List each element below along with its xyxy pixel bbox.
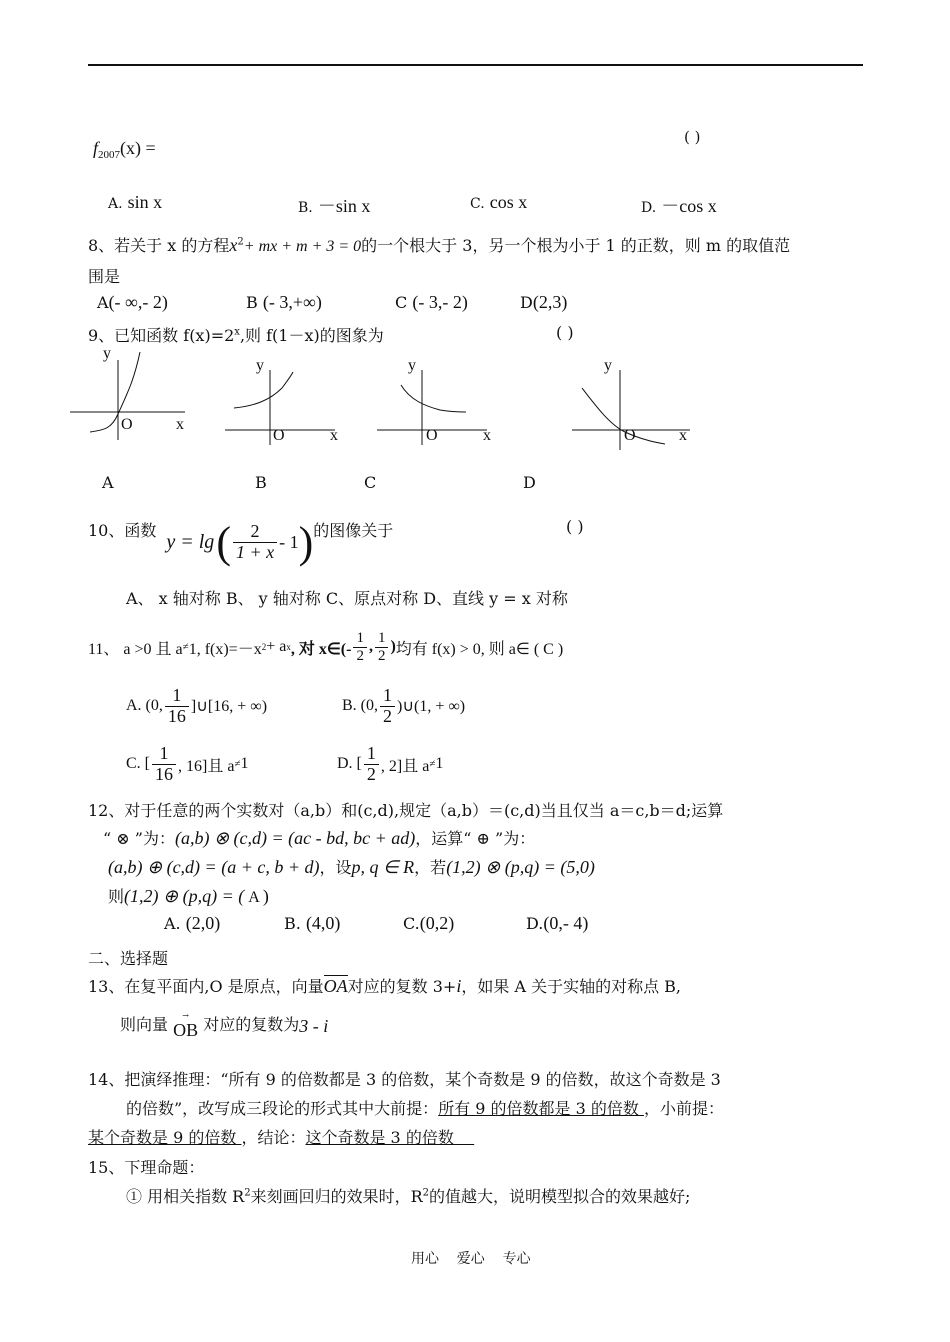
- q12-l4-math: (1,2) ⊕ (p,q) = (: [124, 886, 245, 906]
- q11-optB-b: )∪(1, + ∞): [397, 698, 466, 715]
- q12-opt-key: D.: [526, 914, 544, 933]
- q13-line2: [120, 1012, 328, 1041]
- q10-prefix: 10、函数: [88, 520, 157, 540]
- q11-optD-ne: ≠: [429, 758, 436, 770]
- q11-optB-den: 2: [383, 705, 392, 726]
- q14-l3-b: ，结论：: [241, 1128, 306, 1147]
- q11-optD-b: , 2]且 a: [380, 757, 430, 775]
- q12-answer: A: [244, 889, 263, 906]
- q10-minus: - 1: [279, 531, 299, 552]
- q13-c: ，如果 A 关于实轴的对称点 B,: [461, 977, 682, 996]
- q11-optC-a: C. [: [126, 755, 150, 772]
- q8-opt-text: (- 3,+∞): [262, 292, 322, 312]
- q11-optC-c: 1: [240, 755, 249, 772]
- q11-optB-a: B. (0,: [342, 697, 378, 714]
- q9-axis-labels: [103, 345, 687, 444]
- q8-option-a: [97, 292, 168, 313]
- q13-vec-ob: OB: [173, 1020, 199, 1040]
- q13-a: 13、在复平面内,O 是原点，向量: [88, 977, 324, 996]
- q12-l3-c: ，若: [414, 858, 447, 877]
- q11-optD-a: D. [: [337, 755, 362, 772]
- q7-arg: (x) =: [120, 138, 156, 158]
- q11-optC-ne: ≠: [234, 758, 241, 770]
- q11-e: 均有 f(x) > 0, 则 a∈ ( C ): [395, 640, 564, 658]
- q10-den: 1 + x: [235, 541, 275, 562]
- q13-l2-a: 则向量: [120, 1015, 169, 1034]
- q8-opt-key: D: [520, 293, 533, 312]
- q15-i1-a: ① 用相关指数 R: [126, 1187, 245, 1206]
- q10-fraction: [233, 522, 277, 563]
- q11-c: + a: [266, 638, 287, 655]
- q11-optC-den: 16: [155, 763, 173, 784]
- q15-i1-sup2: 2: [422, 1187, 430, 1199]
- q9-b-y: y: [256, 357, 264, 374]
- q10-num: 2: [233, 522, 277, 543]
- q7-opt-key: D.: [641, 200, 657, 216]
- q7-f: f: [93, 138, 99, 158]
- q9-label-a: A: [102, 473, 114, 492]
- q8-opt-text: (2,3): [532, 292, 568, 312]
- q14-line1: 14、把演绎推理：“所有 9 的倍数都是 3 的倍数，某个奇数是 9 的倍数，故这个奇数是 3: [88, 1070, 721, 1089]
- q12-option-b: [284, 913, 340, 934]
- q8-option-b: [246, 292, 322, 313]
- q11-optD-num: 1: [364, 744, 379, 765]
- q12-opt-key: B.: [284, 914, 301, 933]
- q11-option-c: [126, 740, 248, 788]
- q7-option-c: [470, 192, 527, 213]
- q11-num1: 1: [353, 630, 367, 648]
- q12-option-c: [403, 913, 454, 934]
- q12-option-d: [526, 913, 588, 934]
- q10-options: A、 x 轴对称 B、 y 轴对称 C、原点对称 D、直线 y = x 对称: [126, 589, 568, 608]
- q10-rparen: ): [298, 517, 314, 567]
- q11-den1: 2: [356, 647, 364, 664]
- q11-frac2: [375, 630, 389, 664]
- q11-b: 1, f(x)=－x: [188, 640, 262, 658]
- q7-opt-text: －sin x: [317, 196, 371, 216]
- q11-option-d: [337, 740, 443, 788]
- q11-optC-frac: [152, 744, 176, 785]
- q8-option-c: [395, 292, 468, 313]
- q7-opt-text: －cos x: [661, 196, 717, 216]
- q9-sup: x: [234, 326, 240, 338]
- q9-graphs: [0, 340, 950, 460]
- q9-b-o: O: [273, 427, 285, 444]
- q11-option-a: [126, 682, 267, 730]
- q11-sq: 2: [261, 642, 267, 652]
- q8-opt-text: (- ∞,- 2): [108, 292, 168, 312]
- q7-option-a: [108, 192, 162, 213]
- q8-text-b: 的一个根大于 3，另一个根为小于 1 的正数，则 m 的取值范: [361, 236, 791, 255]
- q13-arrow: →: [182, 1011, 189, 1020]
- q12-l4-close: ): [262, 886, 269, 906]
- q11-optD-c: 1: [435, 755, 444, 772]
- q9-text-a: 9、已知函数 f(x)=2: [88, 326, 235, 345]
- q9-b-x: x: [330, 427, 338, 444]
- q8-line1: [88, 233, 790, 256]
- q11-optB-num: 1: [380, 686, 395, 707]
- q12-opt-text: (0,- 4): [543, 913, 589, 933]
- q11-frac1: [353, 630, 367, 664]
- q9-a-y: y: [103, 345, 111, 362]
- q10-stem: [88, 514, 393, 570]
- q11-optD-frac: [364, 744, 379, 785]
- q9-d-x: x: [679, 427, 687, 444]
- q9-label-b: B: [255, 473, 267, 492]
- q12-l3-b: ，设: [319, 858, 352, 877]
- q8-eq-x: x: [229, 235, 238, 255]
- q8-opt-key: C: [395, 293, 408, 312]
- q7-option-d: [641, 192, 717, 218]
- q11-optA-a: A. (0,: [126, 697, 163, 714]
- q9-c-x: x: [483, 427, 491, 444]
- q14-conclusion: 这个奇数是 3 的倍数: [305, 1128, 475, 1147]
- q11-optB-frac: [380, 686, 395, 727]
- q11-supx: x: [286, 642, 291, 652]
- footer: 用心 爱心 专心: [411, 1251, 531, 1267]
- q9-label-c: C: [364, 473, 377, 492]
- q14-line3: [88, 1125, 474, 1148]
- q11-den2: 2: [377, 647, 386, 664]
- q9-paren: ( ): [556, 323, 574, 342]
- q14-minor-premise: 某个奇数是 9 的倍数: [88, 1128, 242, 1147]
- q12-option-a: [164, 913, 220, 934]
- q11-optC-num: 1: [152, 744, 176, 765]
- q13-vec-oa: OA: [323, 976, 348, 996]
- q8-text-a: 8、若关于 x 的方程: [88, 236, 230, 255]
- q15-item1: [126, 1184, 690, 1207]
- q10-suffix: 的图像关于: [313, 520, 394, 540]
- q8-opt-text: (- 3,- 2): [412, 292, 468, 312]
- q8-eq-sup: 2: [237, 236, 244, 248]
- q13-i: i: [456, 976, 462, 996]
- q9-text-b: ,则 f(1－x)的图象为: [239, 326, 384, 345]
- header-rule: [88, 64, 863, 66]
- q11-option-b: [342, 682, 465, 730]
- q12-opt-text: (0,2): [419, 913, 455, 933]
- q14-line2: [126, 1096, 724, 1119]
- q9-c-o: O: [426, 427, 438, 444]
- q12-l2-b: ，运算“ ⊕ ”为：: [415, 829, 536, 848]
- q13-line1: [88, 974, 681, 997]
- q14-l2-a: 的倍数”，改写成三段论的形式其中大前提：: [126, 1099, 439, 1118]
- q7-sub: 2007: [98, 149, 121, 162]
- q14-major-premise: 所有 9 的倍数都是 3 的倍数: [438, 1099, 644, 1118]
- q12-l4-a: 则: [108, 887, 125, 906]
- q11-a: 11、 a >0 且 a: [88, 640, 183, 658]
- q12-l2-a: “ ⊗ ”为：: [103, 829, 175, 848]
- q12-l3-pq: p, q ∈ R: [351, 857, 415, 877]
- q9-a-x: x: [176, 416, 184, 433]
- q8-opt-key: A: [97, 293, 109, 312]
- q12-l2-math: (a,b) ⊗ (c,d) = (ac - bd, bc + ad): [174, 828, 416, 848]
- q12-line2: [103, 826, 535, 849]
- q11-num2: 1: [375, 630, 389, 648]
- q11-optA-b: ]∪[16, + ∞): [190, 698, 268, 715]
- q8-eq: + mx + m + 3 = 0: [243, 238, 362, 255]
- q7-lhs: [93, 138, 156, 161]
- q7-opt-text: cos x: [489, 192, 528, 212]
- q9-d-y: y: [604, 357, 612, 374]
- q15-line1: 15、下理命题：: [88, 1158, 205, 1177]
- q12-opt-text: (2,0): [185, 913, 221, 933]
- q7-paren: ( ): [684, 128, 701, 146]
- q8-line2: 围是: [88, 267, 121, 286]
- q11-d: , 对 x∈(-: [290, 640, 352, 658]
- q12-opt-text: (4,0): [305, 913, 341, 933]
- q13-answer: 3 - i: [299, 1016, 329, 1036]
- q9-d-o: O: [624, 427, 636, 444]
- q12-l3-eq: (1,2) ⊗ (p,q) = (5,0): [446, 857, 595, 877]
- q10-paren: ( ): [566, 517, 584, 536]
- q15-i1-c: 的值越大，说明模型拟合的效果越好;: [429, 1187, 691, 1206]
- q11-optA-frac: [165, 686, 189, 727]
- q7-opt-text: sin x: [127, 192, 163, 212]
- q10-yeq: y = lg: [166, 530, 215, 553]
- q12-opt-key: A.: [164, 914, 181, 933]
- q11-optA-den: 16: [167, 705, 186, 726]
- q13-l2-b: 对应的复数为: [203, 1015, 300, 1034]
- q12-line1: 12、对于任意的两个实数对（a,b）和(c,d),规定（a,b）＝(c,d)当且仅当 a＝c,b＝d;运算: [88, 801, 724, 820]
- section-title: 二、选择题: [88, 949, 169, 968]
- q15-i1-sup: 2: [244, 1187, 251, 1199]
- q12-line3: [108, 855, 595, 878]
- q11-optC-b: , 16]且 a: [178, 757, 235, 775]
- q12-l3-math: (a,b) ⊕ (c,d) = (a + c, b + d): [108, 857, 320, 877]
- q9-label-d: D: [523, 473, 536, 492]
- q9-a-o: O: [121, 416, 133, 433]
- q14-l2-b: ，小前提：: [643, 1099, 724, 1118]
- q8-option-d: [520, 292, 567, 313]
- q12-opt-key: C.: [403, 914, 420, 933]
- q13-b: 对应的复数 3+: [347, 977, 457, 996]
- q15-i1-b: 来刻画回归的效果时，R: [250, 1187, 423, 1206]
- q13-vec-ob-wrap: [173, 1012, 198, 1041]
- q7-opt-key: C.: [470, 196, 485, 212]
- q7-opt-key: B.: [298, 200, 313, 216]
- q11-optA-num: 1: [165, 686, 189, 707]
- q9-c-y: y: [408, 357, 416, 374]
- q8-opt-key: B: [246, 293, 258, 312]
- q7-option-b: [298, 192, 370, 218]
- q11-ne: ≠: [182, 641, 189, 653]
- q7-opt-key: A.: [108, 196, 123, 212]
- q12-line4: [108, 884, 269, 907]
- q10-lparen: (: [216, 517, 231, 567]
- q11-optD-den: 2: [366, 763, 376, 784]
- q11-stem: 11、 a >0 且 a ≠ 1, f(x)=－x 2 + a x , 对 x∈(- $\frac{1}{2}$ , $\frac{1}{2}$ ) 均有 f(x) > 0, 则 a∈ ( C ): [88, 630, 564, 664]
